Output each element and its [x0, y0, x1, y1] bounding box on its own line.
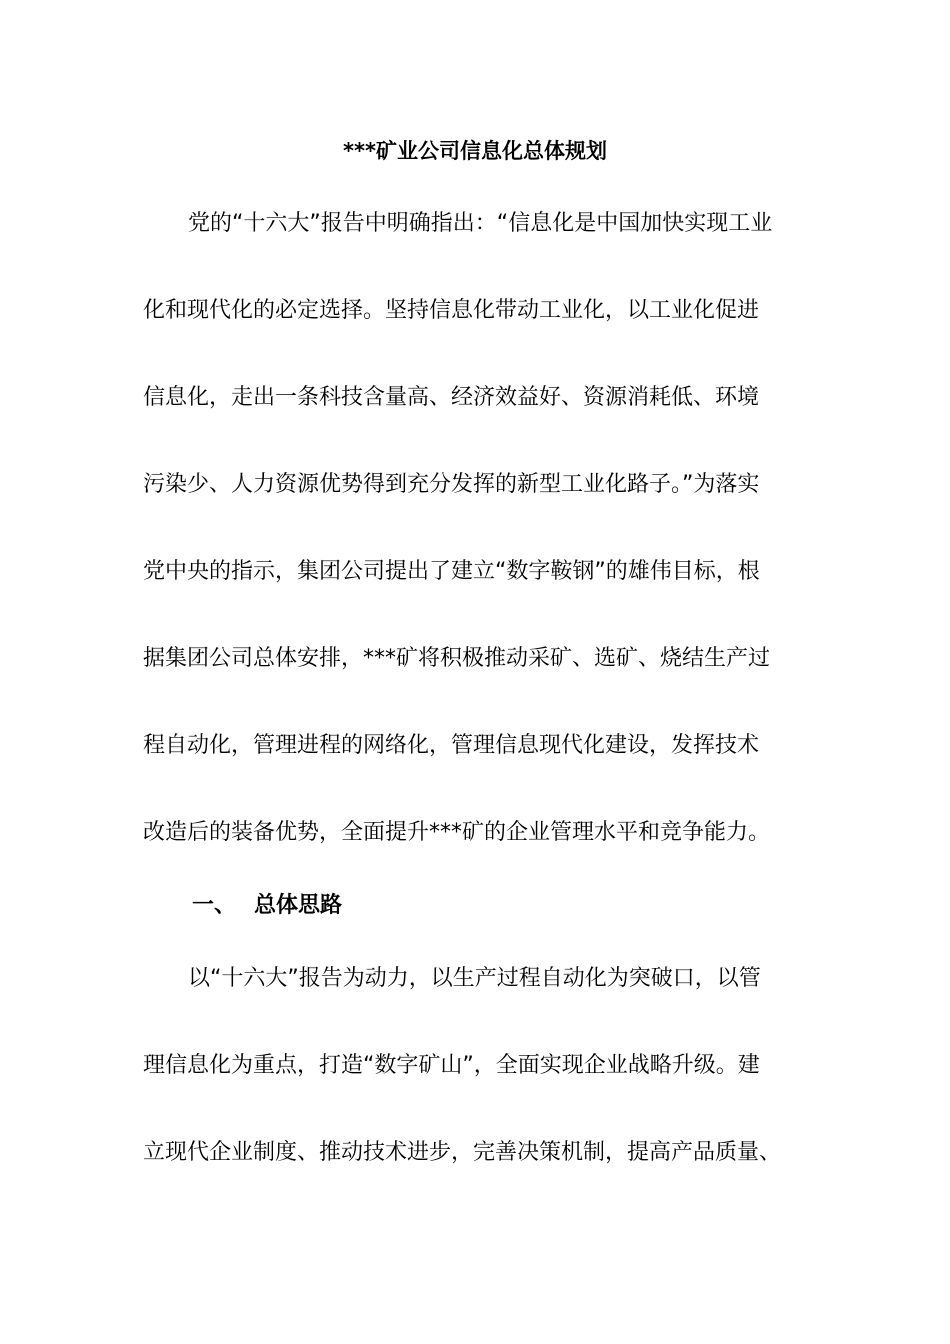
- paragraph-line: 污染少、人力资源优势得到充分发挥的新型工业化路子。”为落实: [143, 472, 760, 497]
- document-title: ***矿业公司信息化总体规划: [343, 139, 607, 163]
- section-number: 一、: [192, 893, 237, 918]
- paragraph-line: 信息化，走出一条科技含量高、经济效益好、资源消耗低、环境: [143, 385, 760, 410]
- paragraph-line: 以“十六大”报告为动力，以生产过程自动化为突破口，以管: [188, 966, 761, 991]
- paragraph-line: 化和现代化的必定选择。坚持信息化带动工业化，以工业化促进: [143, 298, 760, 323]
- paragraph-line: 据集团公司总体安排，***矿将积极推动采矿、选矿、烧结生产过: [143, 646, 771, 671]
- paragraph-line: 改造后的装备优势，全面提升***矿的企业管理水平和竞争能力。: [143, 820, 771, 845]
- paragraph-line: 立现代企业制度、推动技术进步，完善决策机制，提高产品质量、: [143, 1140, 782, 1165]
- section-heading: [192, 891, 342, 921]
- paragraph-line: 党的“十六大”报告中明确指出：“信息化是中国加快实现工业: [188, 211, 773, 236]
- paragraph-line: 程自动化，管理进程的网络化，管理信息现代化建设，发挥技术: [143, 733, 760, 758]
- section-title: 总体思路: [254, 893, 343, 918]
- paragraph-line: 党中央的指示，集团公司提出了建立“数字鞍钢”的雄伟目标，根: [143, 559, 760, 584]
- paragraph-line: 理信息化为重点，打造“数字矿山”，全面实现企业战略升级。建: [143, 1053, 760, 1078]
